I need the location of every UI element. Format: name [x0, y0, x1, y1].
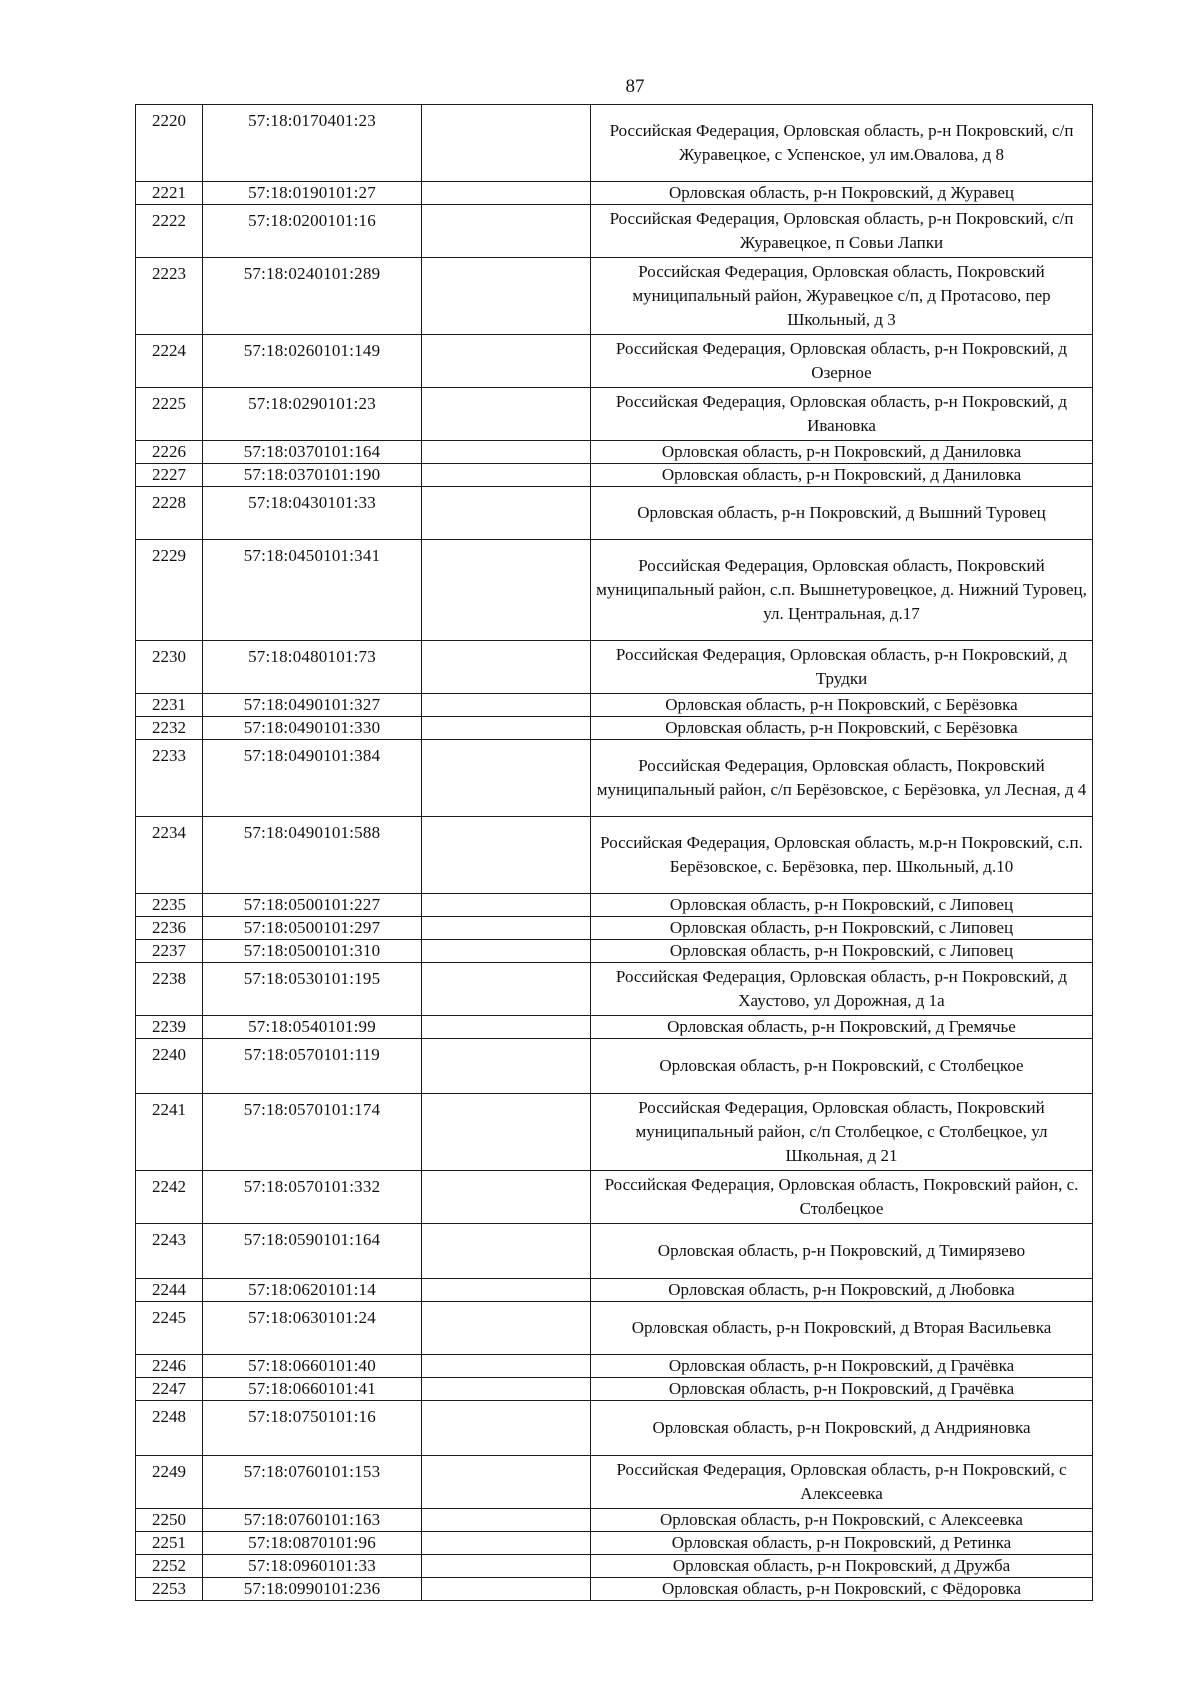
table-row [136, 1509, 1093, 1532]
table-row [136, 917, 1093, 940]
address: Российская Федерация, Орловская область, Покровский район, с. Столбецкое [591, 1171, 1093, 1224]
row-number: 2226 [136, 441, 203, 464]
empty-cell [422, 963, 591, 1016]
empty-cell [422, 487, 591, 540]
table-body [136, 105, 1093, 1601]
row-number: 2247 [136, 1378, 203, 1401]
row-number: 2228 [136, 487, 203, 540]
address: Российская Федерация, Орловская область, р-н Покровский, д Ивановка [591, 388, 1093, 441]
table-row [136, 894, 1093, 917]
table-row [136, 740, 1093, 817]
cadastral-number: 57:18:0570101:119 [203, 1039, 422, 1094]
table-row [136, 258, 1093, 335]
row-number: 2242 [136, 1171, 203, 1224]
empty-cell [422, 1378, 591, 1401]
row-number: 2231 [136, 694, 203, 717]
row-number: 2244 [136, 1279, 203, 1302]
address: Орловская область, р-н Покровский, с Липовец [591, 894, 1093, 917]
cadastral-number: 57:18:0500101:227 [203, 894, 422, 917]
table-row [136, 441, 1093, 464]
table-row [136, 1302, 1093, 1355]
cadastral-table [135, 104, 1093, 1601]
empty-cell [422, 441, 591, 464]
row-number: 2225 [136, 388, 203, 441]
cadastral-number: 57:18:0660101:40 [203, 1355, 422, 1378]
table-row [136, 1355, 1093, 1378]
row-number: 2233 [136, 740, 203, 817]
cadastral-number: 57:18:0260101:149 [203, 335, 422, 388]
empty-cell [422, 940, 591, 963]
address: Российская Федерация, Орловская область, р-н Покровский, д Хаустово, ул Дорожная, д 1а [591, 963, 1093, 1016]
address: Орловская область, р-н Покровский, д Дружба [591, 1555, 1093, 1578]
cadastral-number: 57:18:0240101:289 [203, 258, 422, 335]
address: Российская Федерация, Орловская область, р-н Покровский, с/п Журавецкое, с Успенское, ул им.Овалова, д 8 [591, 105, 1093, 182]
address: Орловская область, р-н Покровский, с Липовец [591, 940, 1093, 963]
table-row [136, 388, 1093, 441]
table-row [136, 1456, 1093, 1509]
address: Российская Федерация, Орловская область, р-н Покровский, д Трудки [591, 641, 1093, 694]
empty-cell [422, 1302, 591, 1355]
table-row [136, 1401, 1093, 1456]
row-number: 2236 [136, 917, 203, 940]
cadastral-number: 57:18:0370101:164 [203, 441, 422, 464]
table-row [136, 1171, 1093, 1224]
table-row [136, 1532, 1093, 1555]
address: Российская Федерация, Орловская область, Покровский муниципальный район, с/п Столбецкое, с Столбецкое, ул Школьная, д 21 [591, 1094, 1093, 1171]
table-row [136, 963, 1093, 1016]
cadastral-number: 57:18:0590101:164 [203, 1224, 422, 1279]
table-row [136, 1378, 1093, 1401]
address: Орловская область, р-н Покровский, с Липовец [591, 917, 1093, 940]
address: Орловская область, р-н Покровский, с Столбецкое [591, 1039, 1093, 1094]
cadastral-number: 57:18:0530101:195 [203, 963, 422, 1016]
row-number: 2240 [136, 1039, 203, 1094]
empty-cell [422, 1094, 591, 1171]
cadastral-number: 57:18:0430101:33 [203, 487, 422, 540]
cadastral-number: 57:18:0500101:297 [203, 917, 422, 940]
empty-cell [422, 1279, 591, 1302]
empty-cell [422, 1355, 591, 1378]
row-number: 2245 [136, 1302, 203, 1355]
address: Российская Федерация, Орловская область, Покровский муниципальный район, Журавецкое с/п, д Протасово, пер Школьный, д 3 [591, 258, 1093, 335]
row-number: 2223 [136, 258, 203, 335]
cadastral-number: 57:18:0760101:153 [203, 1456, 422, 1509]
table-row [136, 105, 1093, 182]
empty-cell [422, 817, 591, 894]
empty-cell [422, 894, 591, 917]
row-number: 2234 [136, 817, 203, 894]
address: Орловская область, р-н Покровский, д Грачёвка [591, 1378, 1093, 1401]
address: Орловская область, р-н Покровский, д Андрияновка [591, 1401, 1093, 1456]
row-number: 2251 [136, 1532, 203, 1555]
empty-cell [422, 1555, 591, 1578]
empty-cell [422, 205, 591, 258]
cadastral-number: 57:18:0170401:23 [203, 105, 422, 182]
cadastral-number: 57:18:0480101:73 [203, 641, 422, 694]
cadastral-number: 57:18:0870101:96 [203, 1532, 422, 1555]
table-row [136, 1016, 1093, 1039]
page-number: 87 [625, 76, 645, 97]
address: Российская Федерация, Орловская область, м.р-н Покровский, с.п. Берёзовское, с. Берёзовка, пер. Школьный, д.10 [591, 817, 1093, 894]
table-row [136, 817, 1093, 894]
address: Орловская область, р-н Покровский, с Алексеевка [591, 1509, 1093, 1532]
row-number: 2246 [136, 1355, 203, 1378]
cadastral-number: 57:18:0750101:16 [203, 1401, 422, 1456]
address: Орловская область, р-н Покровский, д Вышний Туровец [591, 487, 1093, 540]
cadastral-number: 57:18:0450101:341 [203, 540, 422, 641]
table-row [136, 1094, 1093, 1171]
cadastral-number: 57:18:0490101:588 [203, 817, 422, 894]
empty-cell [422, 1456, 591, 1509]
cadastral-number: 57:18:0620101:14 [203, 1279, 422, 1302]
empty-cell [422, 740, 591, 817]
table-row [136, 694, 1093, 717]
empty-cell [422, 917, 591, 940]
empty-cell [422, 717, 591, 740]
address: Орловская область, р-н Покровский, д Гремячье [591, 1016, 1093, 1039]
address: Орловская область, р-н Покровский, с Берёзовка [591, 694, 1093, 717]
row-number: 2230 [136, 641, 203, 694]
table-row [136, 1224, 1093, 1279]
address: Орловская область, р-н Покровский, д Даниловка [591, 464, 1093, 487]
row-number: 2232 [136, 717, 203, 740]
table-row [136, 540, 1093, 641]
table-row [136, 940, 1093, 963]
row-number: 2253 [136, 1578, 203, 1601]
row-number: 2243 [136, 1224, 203, 1279]
cadastral-number: 57:18:0540101:99 [203, 1016, 422, 1039]
row-number: 2224 [136, 335, 203, 388]
empty-cell [422, 258, 591, 335]
table-row [136, 182, 1093, 205]
address: Орловская область, р-н Покровский, с Фёдоровка [591, 1578, 1093, 1601]
address: Орловская область, р-н Покровский, д Ретинка [591, 1532, 1093, 1555]
row-number: 2235 [136, 894, 203, 917]
table-row [136, 1279, 1093, 1302]
address: Орловская область, р-н Покровский, д Даниловка [591, 441, 1093, 464]
cadastral-number: 57:18:0490101:330 [203, 717, 422, 740]
table-row [136, 464, 1093, 487]
empty-cell [422, 1532, 591, 1555]
table-row [136, 335, 1093, 388]
empty-cell [422, 1401, 591, 1456]
empty-cell [422, 388, 591, 441]
cadastral-number: 57:18:0370101:190 [203, 464, 422, 487]
row-number: 2248 [136, 1401, 203, 1456]
empty-cell [422, 1509, 591, 1532]
address: Орловская область, р-н Покровский, с Берёзовка [591, 717, 1093, 740]
empty-cell [422, 1578, 591, 1601]
row-number: 2221 [136, 182, 203, 205]
table-row [136, 1578, 1093, 1601]
row-number: 2252 [136, 1555, 203, 1578]
row-number: 2249 [136, 1456, 203, 1509]
cadastral-number: 57:18:0570101:332 [203, 1171, 422, 1224]
empty-cell [422, 335, 591, 388]
cadastral-number: 57:18:0490101:327 [203, 694, 422, 717]
empty-cell [422, 1224, 591, 1279]
table-row [136, 205, 1093, 258]
row-number: 2222 [136, 205, 203, 258]
address: Российская Федерация, Орловская область, р-н Покровский, д Озерное [591, 335, 1093, 388]
cadastral-number: 57:18:0490101:384 [203, 740, 422, 817]
empty-cell [422, 694, 591, 717]
row-number: 2227 [136, 464, 203, 487]
table-row [136, 1039, 1093, 1094]
empty-cell [422, 464, 591, 487]
empty-cell [422, 641, 591, 694]
address: Орловская область, р-н Покровский, д Грачёвка [591, 1355, 1093, 1378]
table-row [136, 1555, 1093, 1578]
row-number: 2238 [136, 963, 203, 1016]
empty-cell [422, 540, 591, 641]
address: Российская Федерация, Орловская область, р-н Покровский, с Алексеевка [591, 1456, 1093, 1509]
cadastral-number: 57:18:0290101:23 [203, 388, 422, 441]
table-row [136, 717, 1093, 740]
address: Орловская область, р-н Покровский, д Тимирязево [591, 1224, 1093, 1279]
cadastral-number: 57:18:0200101:16 [203, 205, 422, 258]
row-number: 2250 [136, 1509, 203, 1532]
cadastral-number: 57:18:0570101:174 [203, 1094, 422, 1171]
cadastral-number: 57:18:0990101:236 [203, 1578, 422, 1601]
row-number: 2241 [136, 1094, 203, 1171]
address: Орловская область, р-н Покровский, д Журавец [591, 182, 1093, 205]
address: Орловская область, р-н Покровский, д Любовка [591, 1279, 1093, 1302]
address: Российская Федерация, Орловская область, Покровский муниципальный район, с/п Берёзовское, с Берёзовка, ул Лесная, д 4 [591, 740, 1093, 817]
cadastral-number: 57:18:0630101:24 [203, 1302, 422, 1355]
cadastral-number: 57:18:0760101:163 [203, 1509, 422, 1532]
cadastral-number: 57:18:0660101:41 [203, 1378, 422, 1401]
table-row [136, 487, 1093, 540]
empty-cell [422, 182, 591, 205]
row-number: 2239 [136, 1016, 203, 1039]
cadastral-number: 57:18:0190101:27 [203, 182, 422, 205]
empty-cell [422, 105, 591, 182]
cadastral-number: 57:18:0500101:310 [203, 940, 422, 963]
table-row [136, 641, 1093, 694]
address: Российская Федерация, Орловская область, р-н Покровский, с/п Журавецкое, п Совьи Лапки [591, 205, 1093, 258]
empty-cell [422, 1171, 591, 1224]
row-number: 2237 [136, 940, 203, 963]
address: Российская Федерация, Орловская область, Покровский муниципальный район, с.п. Вышнетуровецкое, д. Нижний Туровец, ул. Центральная, д.17 [591, 540, 1093, 641]
empty-cell [422, 1016, 591, 1039]
empty-cell [422, 1039, 591, 1094]
row-number: 2220 [136, 105, 203, 182]
row-number: 2229 [136, 540, 203, 641]
cadastral-number: 57:18:0960101:33 [203, 1555, 422, 1578]
address: Орловская область, р-н Покровский, д Вторая Васильевка [591, 1302, 1093, 1355]
